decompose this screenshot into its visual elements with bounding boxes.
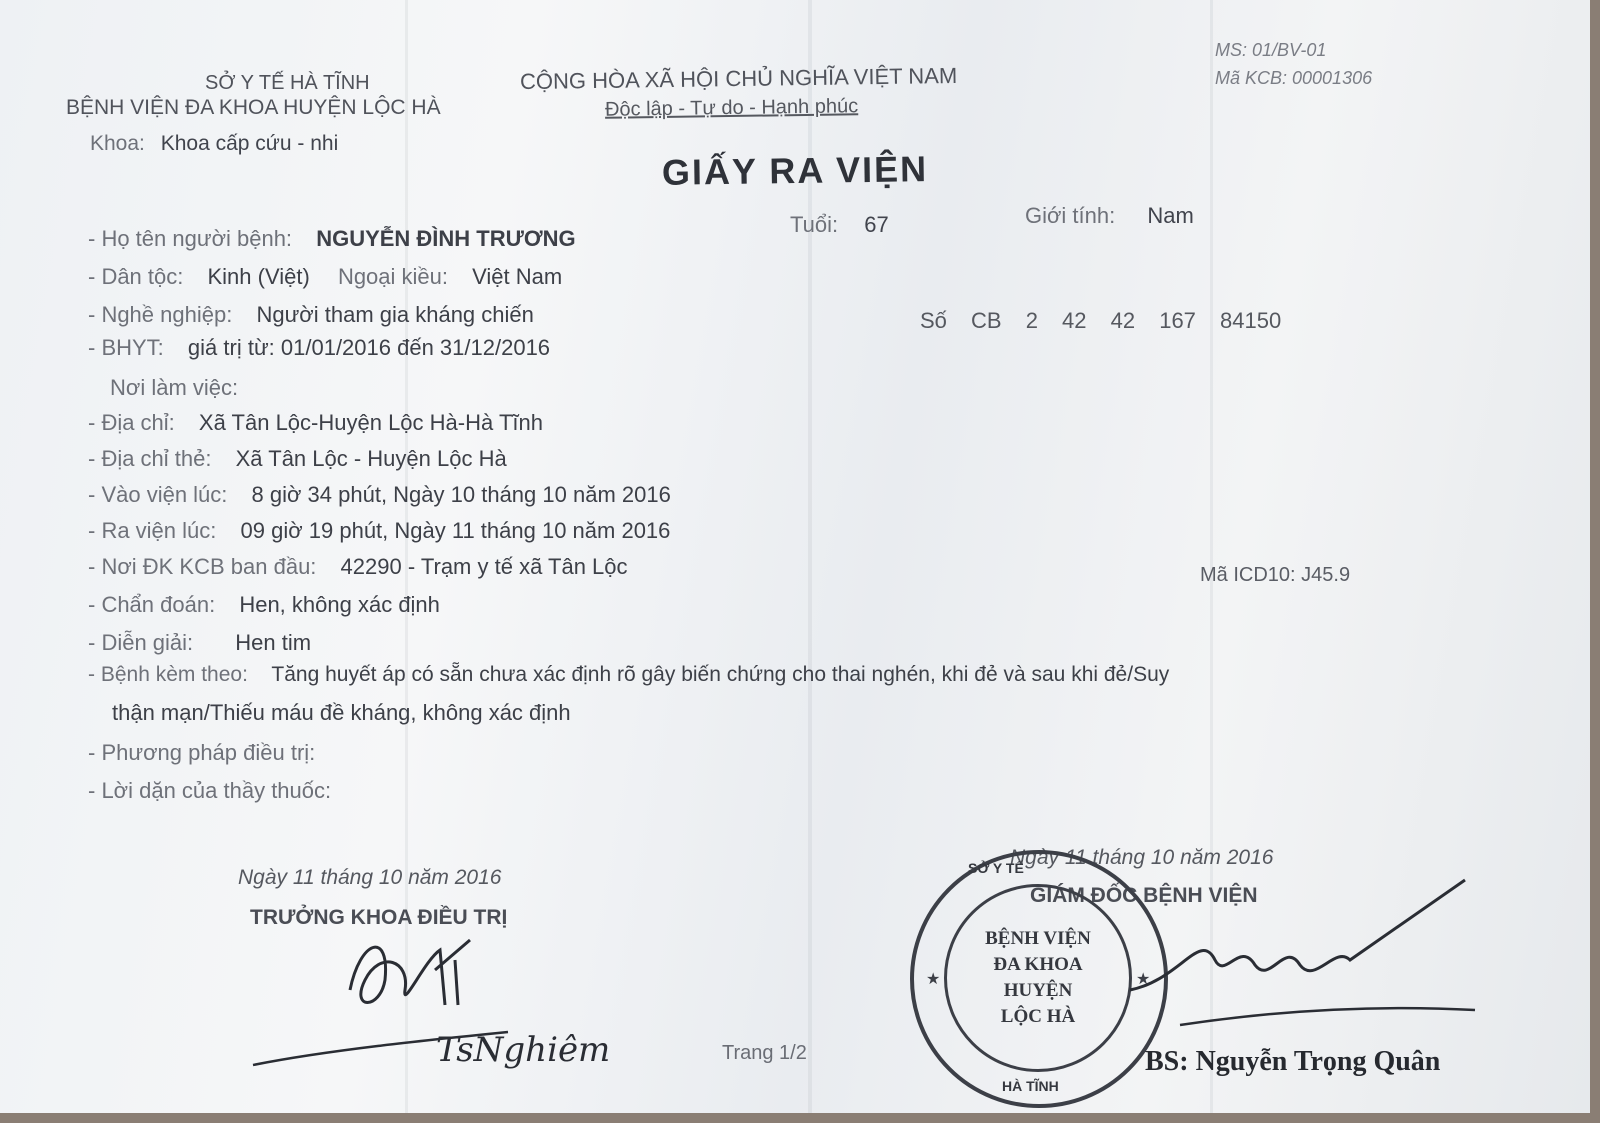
card-address-value: Xã Tân Lộc - Huyện Lộc Hà xyxy=(235,446,507,471)
page-number: Trang 1/2 xyxy=(722,1042,807,1064)
age-field xyxy=(790,212,889,238)
seal-center xyxy=(944,884,1132,1072)
department-value: Khoa cấp cứu - nhi xyxy=(160,132,339,155)
method-label: - Phương pháp điều trị: xyxy=(88,740,316,765)
row-name xyxy=(88,226,576,252)
job-value: Người tham gia kháng chiến xyxy=(256,302,534,327)
insurance-number: Số CB 2 42 42 167 84150 xyxy=(920,308,1282,333)
row-ethnic xyxy=(88,264,562,290)
left-sign-role: TRƯỞNG KHOA ĐIỀU TRỊ xyxy=(250,906,508,929)
row-workplace xyxy=(110,375,256,401)
address-value: Xã Tân Lộc-Huyện Lộc Hà-Hà Tĩnh xyxy=(198,410,543,435)
job-label: - Nghề nghiệp: xyxy=(88,302,233,327)
head-of-department-signature xyxy=(330,920,500,1020)
form-code: MS: 01/BV-01 xyxy=(1215,40,1327,60)
seal-line-4: LỘC HÀ xyxy=(1000,1006,1076,1027)
document-title: GIẤY RA VIỆN xyxy=(661,148,929,193)
row-discharge xyxy=(88,518,670,544)
star-icon: ★ xyxy=(1136,971,1151,988)
icd-code: Mã ICD10: J45.9 xyxy=(1200,564,1351,586)
right-sign-role: GIÁM ĐỐC BỆNH VIỆN xyxy=(1030,884,1258,907)
diagnosis-value: Hen, không xác định xyxy=(239,592,440,617)
explain-label: - Diễn giải: xyxy=(88,630,194,655)
director-signature xyxy=(1120,870,1490,1040)
comorbid-value-1: Tăng huyết áp có sẵn chưa xác định rõ gây biến chứng cho thai nghén, khi đẻ và sau khi đẻ/Suy xyxy=(271,663,1170,686)
seal-line-2: ĐA KHOA xyxy=(993,954,1083,975)
admit-value: 8 giờ 34 phút, Ngày 10 tháng 10 năm 2016 xyxy=(251,482,671,507)
handwritten-name: TsNghiêm xyxy=(436,1030,611,1070)
department-line xyxy=(90,132,338,156)
nation-name: CỘNG HÒA XÃ HỘI CHỦ NGHĨA VIỆT NAM xyxy=(519,62,958,95)
row-admit xyxy=(88,482,671,508)
explain-value: Hen tim xyxy=(235,630,312,655)
row-diagnosis xyxy=(88,592,440,618)
comorbid-value-2: thận mạn/Thiếu máu đề kháng, không xác định xyxy=(112,700,571,725)
row-job xyxy=(88,302,534,328)
name-label: - Họ tên người bệnh: xyxy=(88,226,293,251)
seal-line-3: HUYỆN xyxy=(1003,980,1073,1001)
row-card-address xyxy=(88,446,507,472)
seal-line-1: BỆNH VIỆN xyxy=(985,928,1091,949)
age-value: 67 xyxy=(864,212,889,237)
foreign-label: Ngoại kiều: xyxy=(337,264,449,289)
row-address xyxy=(88,410,543,436)
foreign-value: Việt Nam xyxy=(472,264,563,289)
age-label: Tuổi: xyxy=(790,212,839,237)
diagnosis-label: - Chẩn đoán: xyxy=(88,592,216,617)
admit-label: - Vào viện lúc: xyxy=(88,482,228,507)
row-comorbid xyxy=(88,663,1169,687)
discharge-value: 09 giờ 19 phút, Ngày 11 tháng 10 năm 2016 xyxy=(240,518,671,543)
insurance-value: giá trị từ: 01/01/2016 đến 31/12/2016 xyxy=(187,335,551,360)
row-method xyxy=(88,740,333,766)
card-address-label: - Địa chỉ thẻ: xyxy=(88,446,212,471)
ministry-name: SỞ Y TẾ HÀ TĨNH xyxy=(205,72,370,94)
row-insurance xyxy=(88,335,550,361)
sex-field xyxy=(1025,203,1194,229)
kcb-value: 42290 - Trạm y tế xã Tân Lộc xyxy=(340,554,628,579)
comorbid-label: - Bệnh kèm theo: xyxy=(88,663,248,686)
department-label: Khoa: xyxy=(90,132,145,155)
insurance-label: - BHYT: xyxy=(88,335,164,360)
ethnic-label: - Dân tộc: xyxy=(88,264,184,289)
discharge-label: - Ra viện lúc: xyxy=(88,518,217,543)
row-kcb xyxy=(88,554,628,580)
director-name: BS: Nguyễn Trọng Quân xyxy=(1145,1046,1441,1077)
star-icon: ★ xyxy=(926,971,941,988)
right-sign-date: Ngày 11 tháng 10 năm 2016 xyxy=(1010,846,1274,869)
row-comorbid-cont xyxy=(112,700,571,726)
hospital-name: BỆNH VIỆN ĐA KHOA HUYỆN LỘC HÀ xyxy=(66,96,441,119)
ethnic-value: Kinh (Việt) xyxy=(207,264,310,289)
workplace-label: Nơi làm việc: xyxy=(110,375,239,400)
advice-label: - Lời dặn của thầy thuốc: xyxy=(88,778,332,803)
row-advice xyxy=(88,778,349,804)
patient-name: NGUYỄN ĐÌNH TRƯƠNG xyxy=(316,226,576,251)
kcb-label: - Nơi ĐK KCB ban đầu: xyxy=(88,554,317,579)
sex-value: Nam xyxy=(1147,203,1194,228)
seal-ring-bottom: HÀ TĨNH xyxy=(1002,1078,1059,1094)
left-sign-date: Ngày 11 tháng 10 năm 2016 xyxy=(238,866,502,889)
address-label: - Địa chỉ: xyxy=(88,410,175,435)
row-explain xyxy=(88,630,311,656)
sex-label: Giới tính: xyxy=(1025,203,1116,228)
motto: Độc lập - Tự do - Hạnh phúc xyxy=(604,95,859,121)
record-number: Mã KCB: 00001306 xyxy=(1215,68,1373,88)
seal-ring-top: SỞ Y TẾ xyxy=(968,860,1024,876)
